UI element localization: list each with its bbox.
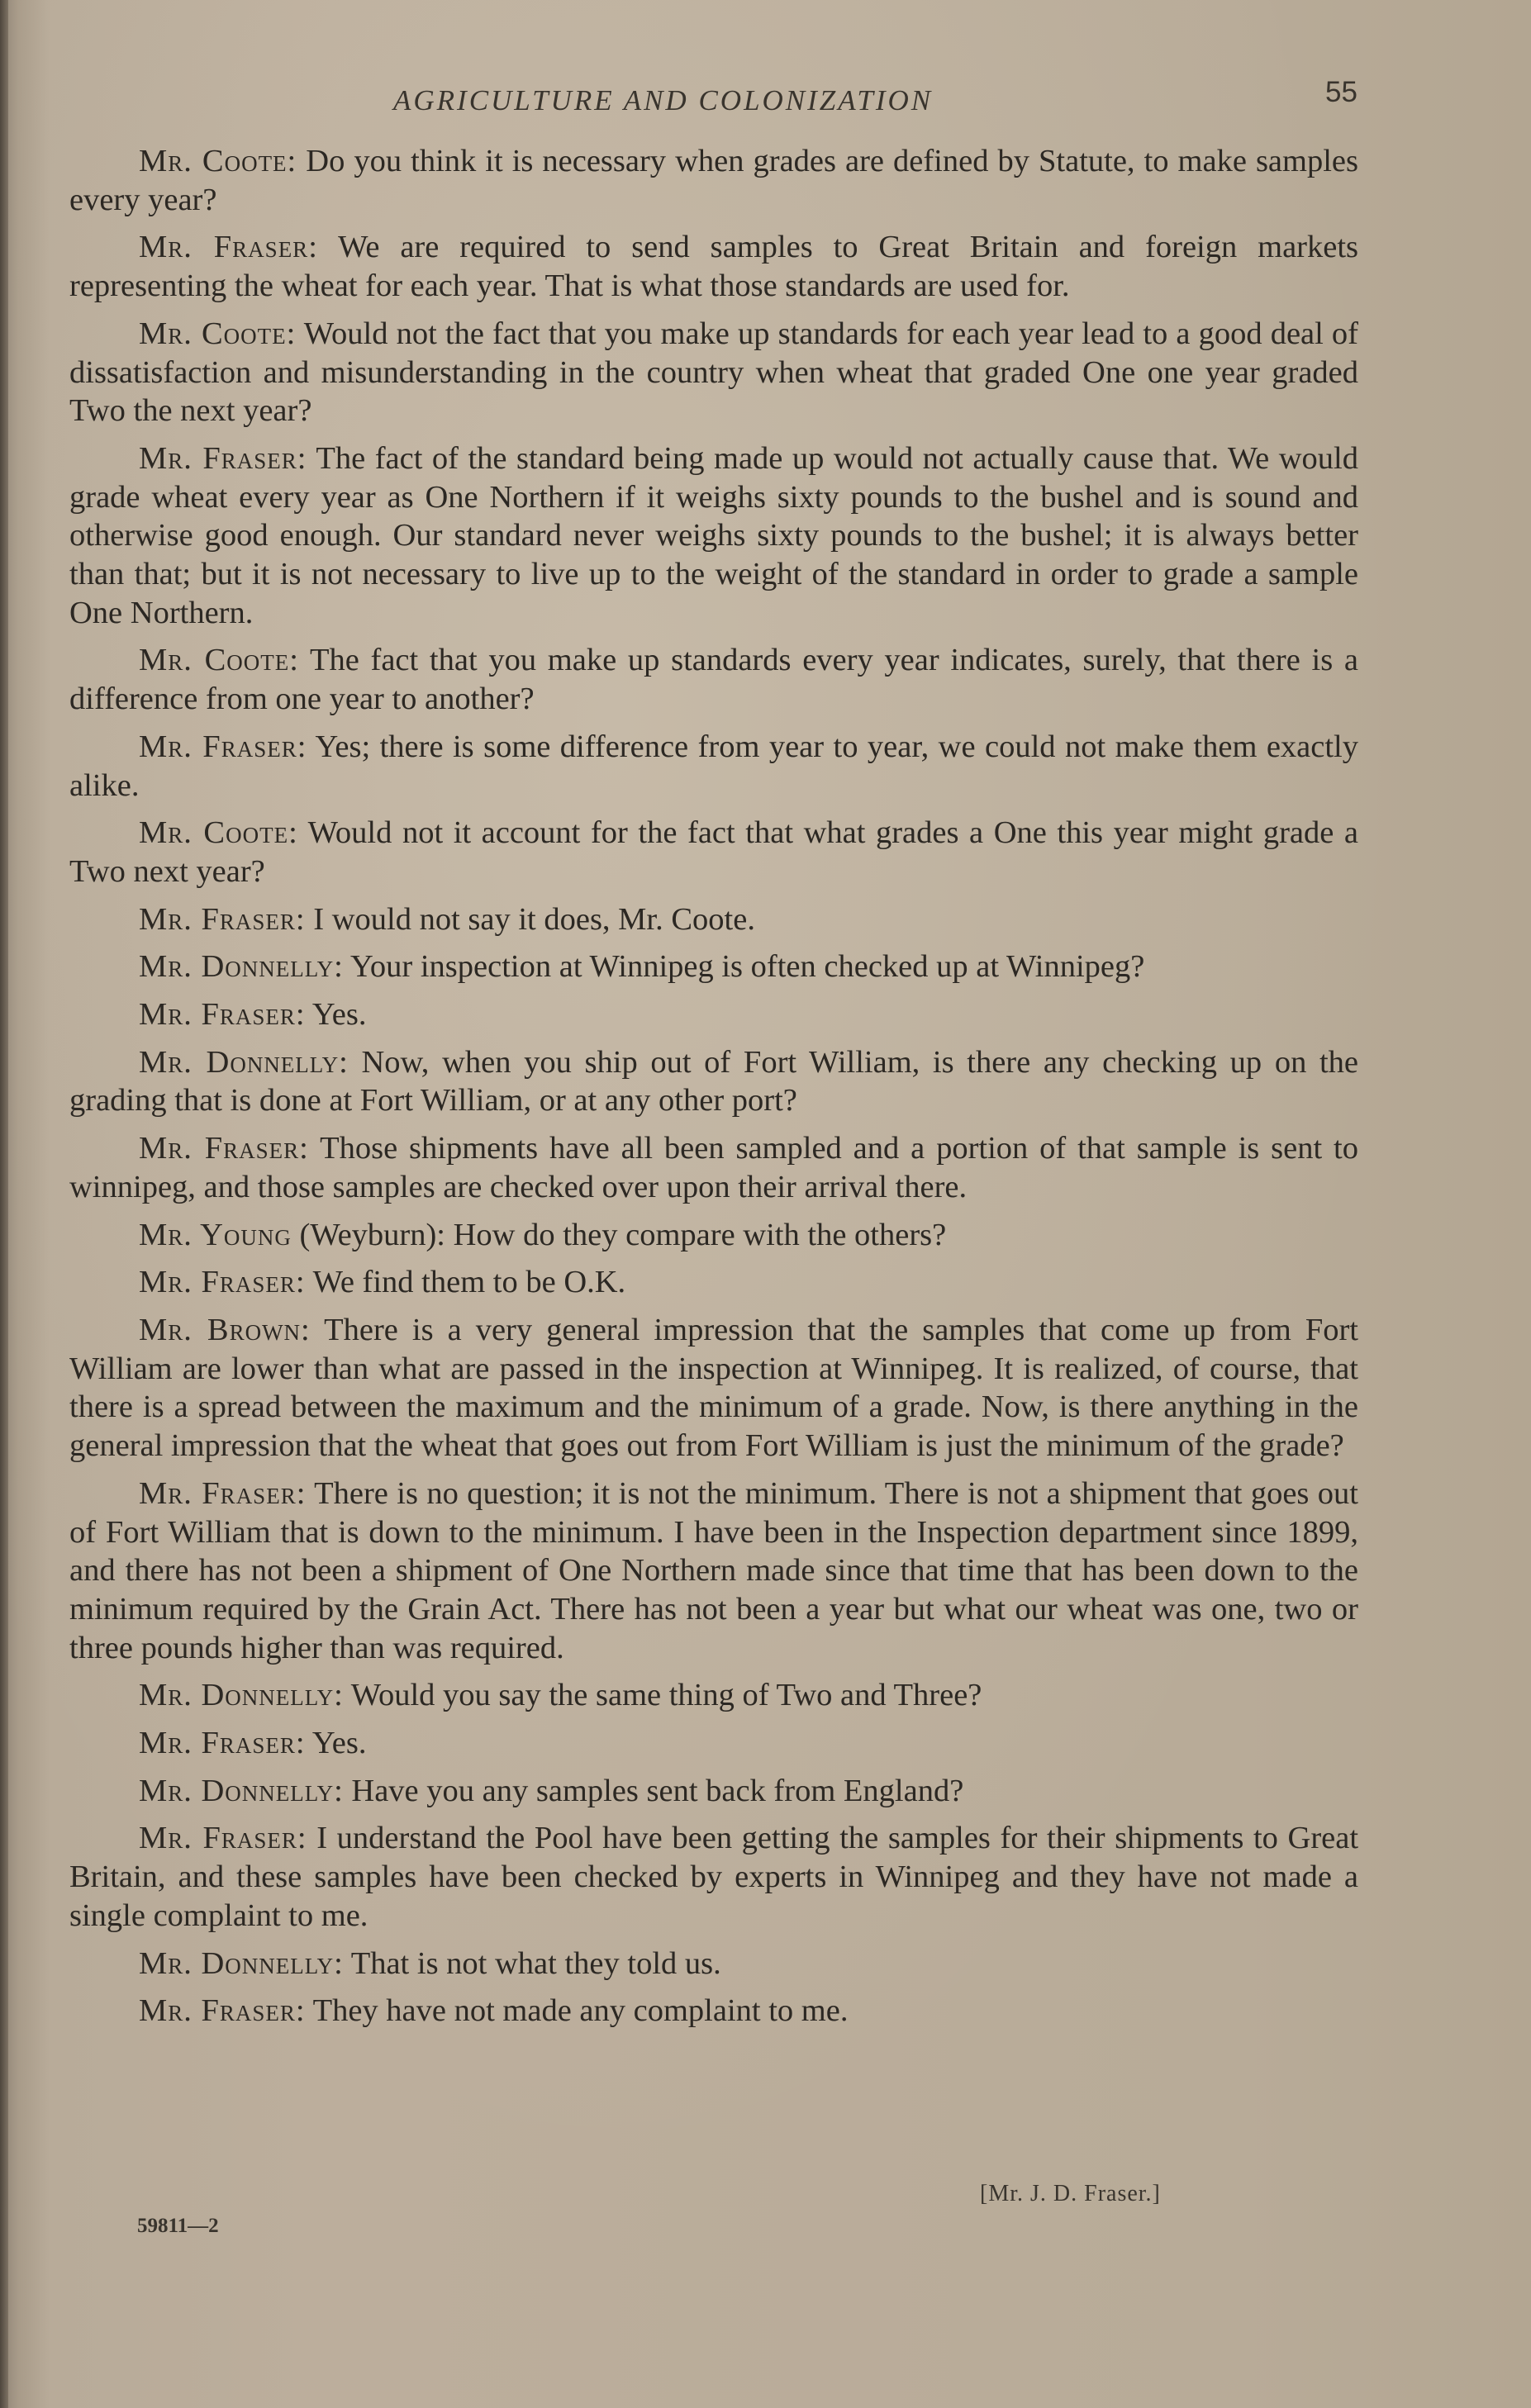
speaker-name: Mr. Donnelly:: [139, 1773, 344, 1808]
speaker-name: Mr. Fraser:: [139, 1475, 307, 1511]
speaker-name: Mr. Brown:: [139, 1312, 311, 1347]
speaker-name: Mr. Donnelly:: [139, 1678, 344, 1713]
speaker-attribution: [Mr. J. D. Fraser.]: [980, 2181, 1161, 2206]
testimony-text: Those shipments have all been sampled and a portion of that sample is sent to winnipeg, and those samples are checked over upon their arrival there.: [69, 1131, 1358, 1204]
testimony-paragraph: [69, 814, 1358, 891]
testimony-text: I understand the Pool have been getting the samples for their shipments to Great Britain, and these samples have been checked by experts in Winnipeg and they have not made a single complaint to me.: [69, 1821, 1359, 1933]
speaker-name: Mr. Fraser:: [139, 1821, 307, 1856]
testimony-paragraph: [69, 228, 1358, 305]
testimony-paragraph: [69, 1263, 1358, 1302]
testimony-paragraph: [69, 995, 1358, 1034]
testimony-paragraph: [69, 1724, 1358, 1763]
running-title: AGRICULTURE AND COLONIZATION: [393, 84, 934, 116]
testimony-text: We are required to send samples to Great Britain and foreign markets representing the wheat for each year. That is what those standards are used for.: [69, 230, 1359, 304]
testimony-paragraph: [69, 315, 1358, 430]
testimony-paragraph: [69, 1475, 1358, 1668]
speaker-name: Mr. Coote:: [139, 643, 299, 678]
speaker-name: Mr. Fraser:: [139, 1131, 309, 1166]
testimony-text: I would not say it does, Mr. Coote.: [313, 901, 755, 937]
speaker-name: Mr. Coote:: [139, 144, 297, 178]
testimony-text: Yes.: [311, 997, 367, 1033]
testimony-paragraph: [69, 900, 1358, 939]
testimony-text: Now, when you ship out of Fort William, is there any checking up on the grading that is done at Fort William, or at any other port?: [69, 1044, 1359, 1119]
speaker-name: Mr. Donnelly:: [139, 1044, 349, 1080]
testimony-text: Have you any samples sent back from England?: [351, 1773, 964, 1808]
testimony-paragraph: [69, 1819, 1358, 1935]
testimony-text: There is no question; it is not the minimum. There is not a shipment that goes out of Fort William that is down to the minimum. I have been in the Inspection department since 1899, and there has not been a shipment of One Northern made since that time that has been down to the minimum required by the Grain Act. There has not been a year but what our wheat was one, two or three pounds higher than was required.: [69, 1475, 1358, 1665]
testimony-text: Would not the fact that you make up standards for each year lead to a good deal of dissatisfaction and misunderstanding in the country when wheat that graded One one year graded Two the next year?: [69, 316, 1358, 429]
testimony-text: Yes; there is some difference from year to year, we could not make them exactly alike.: [69, 729, 1358, 803]
speaker-name: Mr. Fraser:: [139, 1993, 306, 2029]
testimony-paragraph: [69, 439, 1358, 633]
testimony-text: Yes.: [311, 1726, 367, 1761]
testimony-text: The fact of the standard being made up would not actually cause that. We would grade wheat every year as One Northern if it weighs sixty pounds to the bushel and is sound and otherwise good enough. Our standard never weighs sixty pounds to the bushel; it is always better than that; but it is not necessary to live up to the weight of the standard in order to grade a sample One Northern.: [69, 440, 1359, 630]
testimony-paragraph: [69, 1216, 1358, 1255]
speaker-name: Mr. Coote:: [139, 815, 298, 851]
testimony-paragraph: [69, 1772, 1358, 1811]
speaker-name: Mr. Donnelly:: [139, 1945, 344, 1981]
page-number: 55: [1325, 76, 1357, 108]
page-spine-edge: [0, 0, 8, 2408]
speaker-name: Mr. Fraser:: [139, 440, 307, 476]
testimony-text: We find them to be O.K.: [312, 1265, 626, 1300]
speaker-name: Mr. Fraser:: [139, 1726, 306, 1761]
testimony-text: Would you say the same thing of Two and Three?: [350, 1678, 982, 1713]
transcript-body: [69, 142, 1358, 2040]
testimony-text: They have not made any complaint to me.: [312, 1993, 849, 2029]
speaker-name: Mr. Fraser:: [139, 729, 307, 764]
speaker-name: Mr. Fraser:: [139, 1265, 306, 1300]
testimony-text: The fact that you make up standards every year indicates, surely, that there is a difference from one year to another?: [69, 643, 1358, 717]
speaker-name: Mr. Fraser:: [139, 997, 306, 1033]
testimony-paragraph: [69, 728, 1358, 805]
testimony-text: Do you think it is necessary when grades are defined by Statute, to make samples every year?: [69, 144, 1358, 217]
speaker-name: Mr. Fraser:: [139, 901, 306, 937]
testimony-paragraph: [69, 1992, 1358, 2030]
testimony-paragraph: [69, 1043, 1358, 1120]
testimony-text: That is not what they told us.: [350, 1945, 721, 1981]
testimony-text: Would not it account for the fact that what grades a One this year might grade a Two next year?: [69, 815, 1358, 889]
testimony-paragraph: [69, 1129, 1358, 1206]
speaker-name: Mr. Fraser:: [139, 230, 318, 265]
testimony-paragraph: [69, 142, 1358, 219]
testimony-paragraph: [69, 948, 1358, 986]
printer-signature-mark: 59811—2: [137, 2215, 219, 2237]
testimony-paragraph: [69, 641, 1358, 718]
testimony-text: There is a very general impression that the samples that come up from Fort William are lower than what are passed in the inspection at Winnipeg. It is realized, of course, that there is a spread between the maximum and the minimum of a grade. Now, is there anything in the general impression that the wheat that goes out from Fort William is just the minimum of the grade?: [69, 1312, 1358, 1464]
testimony-paragraph: [69, 1676, 1358, 1715]
testimony-paragraph: [69, 1311, 1358, 1465]
testimony-text: Your inspection at Winnipeg is often checked up at Winnipeg?: [349, 949, 1145, 985]
speaker-name: Mr. Young: [139, 1217, 292, 1252]
speaker-name: Mr. Donnelly:: [139, 949, 344, 985]
testimony-text: (Weyburn): How do they compare with the others?: [299, 1217, 947, 1252]
testimony-paragraph: [69, 1945, 1358, 1983]
page-header: [0, 76, 1531, 126]
speaker-name: Mr. Coote:: [139, 316, 297, 351]
